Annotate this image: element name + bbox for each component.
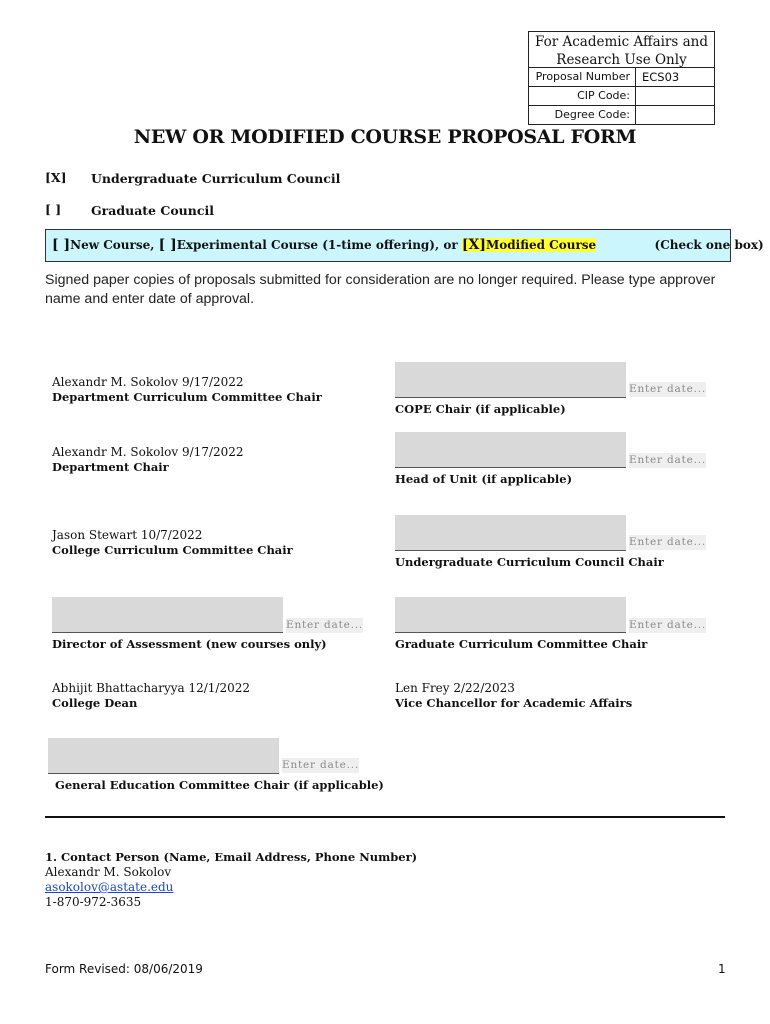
vice-chancellor-signer[interactable]: Len Frey 2/22/2023 [395,681,515,695]
proposal-number-label: Proposal Number [529,68,636,86]
academic-affairs-header: For Academic Affairs and Research Use Only [529,32,714,68]
cip-code-label: CIP Code: [529,87,636,105]
college-dean-signer[interactable]: Abhijit Bhattacharyya 12/1/2022 [52,681,251,695]
section-divider [45,816,725,818]
page-title: NEW OR MODIFIED COURSE PROPOSAL FORM [133,126,637,148]
contact-heading: 1. Contact Person (Name, Email Address, Phone Number) [45,850,418,864]
modified-course-label: Modified Course [486,238,597,252]
ucc-role: Undergraduate Curriculum Council Chair [395,555,664,569]
head-unit-date-field[interactable]: Enter date... [629,454,707,466]
cip-code-row [529,87,714,106]
council-undergraduate-checkbox[interactable]: [X] [45,170,67,185]
assessment-role: Director of Assessment (new courses only) [52,637,327,651]
assessment-signature-field[interactable] [52,597,283,633]
council-graduate-label: Graduate Council [91,203,214,218]
grad-curriculum-date-field[interactable]: Enter date... [629,619,707,631]
dept-chair-signer[interactable]: Alexandr M. Sokolov 9/17/2022 [52,445,244,459]
page-number: 1 [718,962,726,976]
proposal-number-row [529,68,714,87]
contact-phone: 1-870-972-3635 [45,895,142,909]
check-one-note: (Check one box) [654,238,764,252]
head-unit-signature-field[interactable] [395,432,626,468]
ucc-date-field[interactable]: Enter date... [629,536,707,548]
gen-ed-role: General Education Committee Chair (if applicable) [55,778,384,792]
form-revised-text: Form Revised: 08/06/2019 [45,962,203,976]
degree-code-label: Degree Code: [529,106,636,124]
college-curriculum-signer[interactable]: Jason Stewart 10/7/2022 [52,528,203,542]
contact-section [45,850,417,910]
dept-curriculum-signer[interactable]: Alexandr M. Sokolov 9/17/2022 [52,375,244,389]
contact-email-link[interactable]: asokolov@astate.edu [45,880,174,894]
cip-code-field[interactable] [636,87,714,105]
college-dean-role: College Dean [52,696,138,710]
contact-name: Alexandr M. Sokolov [45,865,172,879]
grad-curriculum-role: Graduate Curriculum Committee Chair [395,637,648,651]
degree-code-field[interactable] [636,106,714,124]
cope-signature-field[interactable] [395,362,626,398]
vice-chancellor-role: Vice Chancellor for Academic Affairs [395,696,633,710]
dept-curriculum-role: Department Curriculum Committee Chair [52,390,322,404]
council-undergraduate-label: Undergraduate Curriculum Council [91,171,341,186]
dept-chair-role: Department Chair [52,460,169,474]
gen-ed-signature-field[interactable] [48,738,279,774]
ucc-signature-field[interactable] [395,515,626,551]
notice-text: Signed paper copies of proposals submitted for consideration are no longer required. Please type approver name and enter date of approval. [45,272,716,307]
modified-course-checkbox[interactable]: [X] [461,237,486,253]
council-graduate-checkbox[interactable]: [ ] [45,202,62,217]
gen-ed-date-field[interactable]: Enter date... [282,759,360,771]
experimental-course-checkbox[interactable]: [ ] [158,237,177,253]
college-curriculum-role: College Curriculum Committee Chair [52,543,293,557]
new-course-checkbox[interactable]: [ ] [52,237,71,253]
course-type-box [45,229,764,262]
new-course-label: New Course, [70,238,155,252]
head-unit-role: Head of Unit (if applicable) [395,472,573,486]
cope-date-field[interactable]: Enter date... [629,383,707,395]
cope-role: COPE Chair (if applicable) [395,402,566,416]
experimental-course-label: Experimental Course (1-time offering), [176,238,440,252]
grad-curriculum-signature-field[interactable] [395,597,626,633]
proposal-number-field[interactable]: ECS03 [642,70,680,84]
assessment-date-field[interactable]: Enter date... [286,619,364,631]
or-text: or [443,238,458,252]
academic-affairs-box [528,31,715,125]
degree-code-row [529,106,714,124]
